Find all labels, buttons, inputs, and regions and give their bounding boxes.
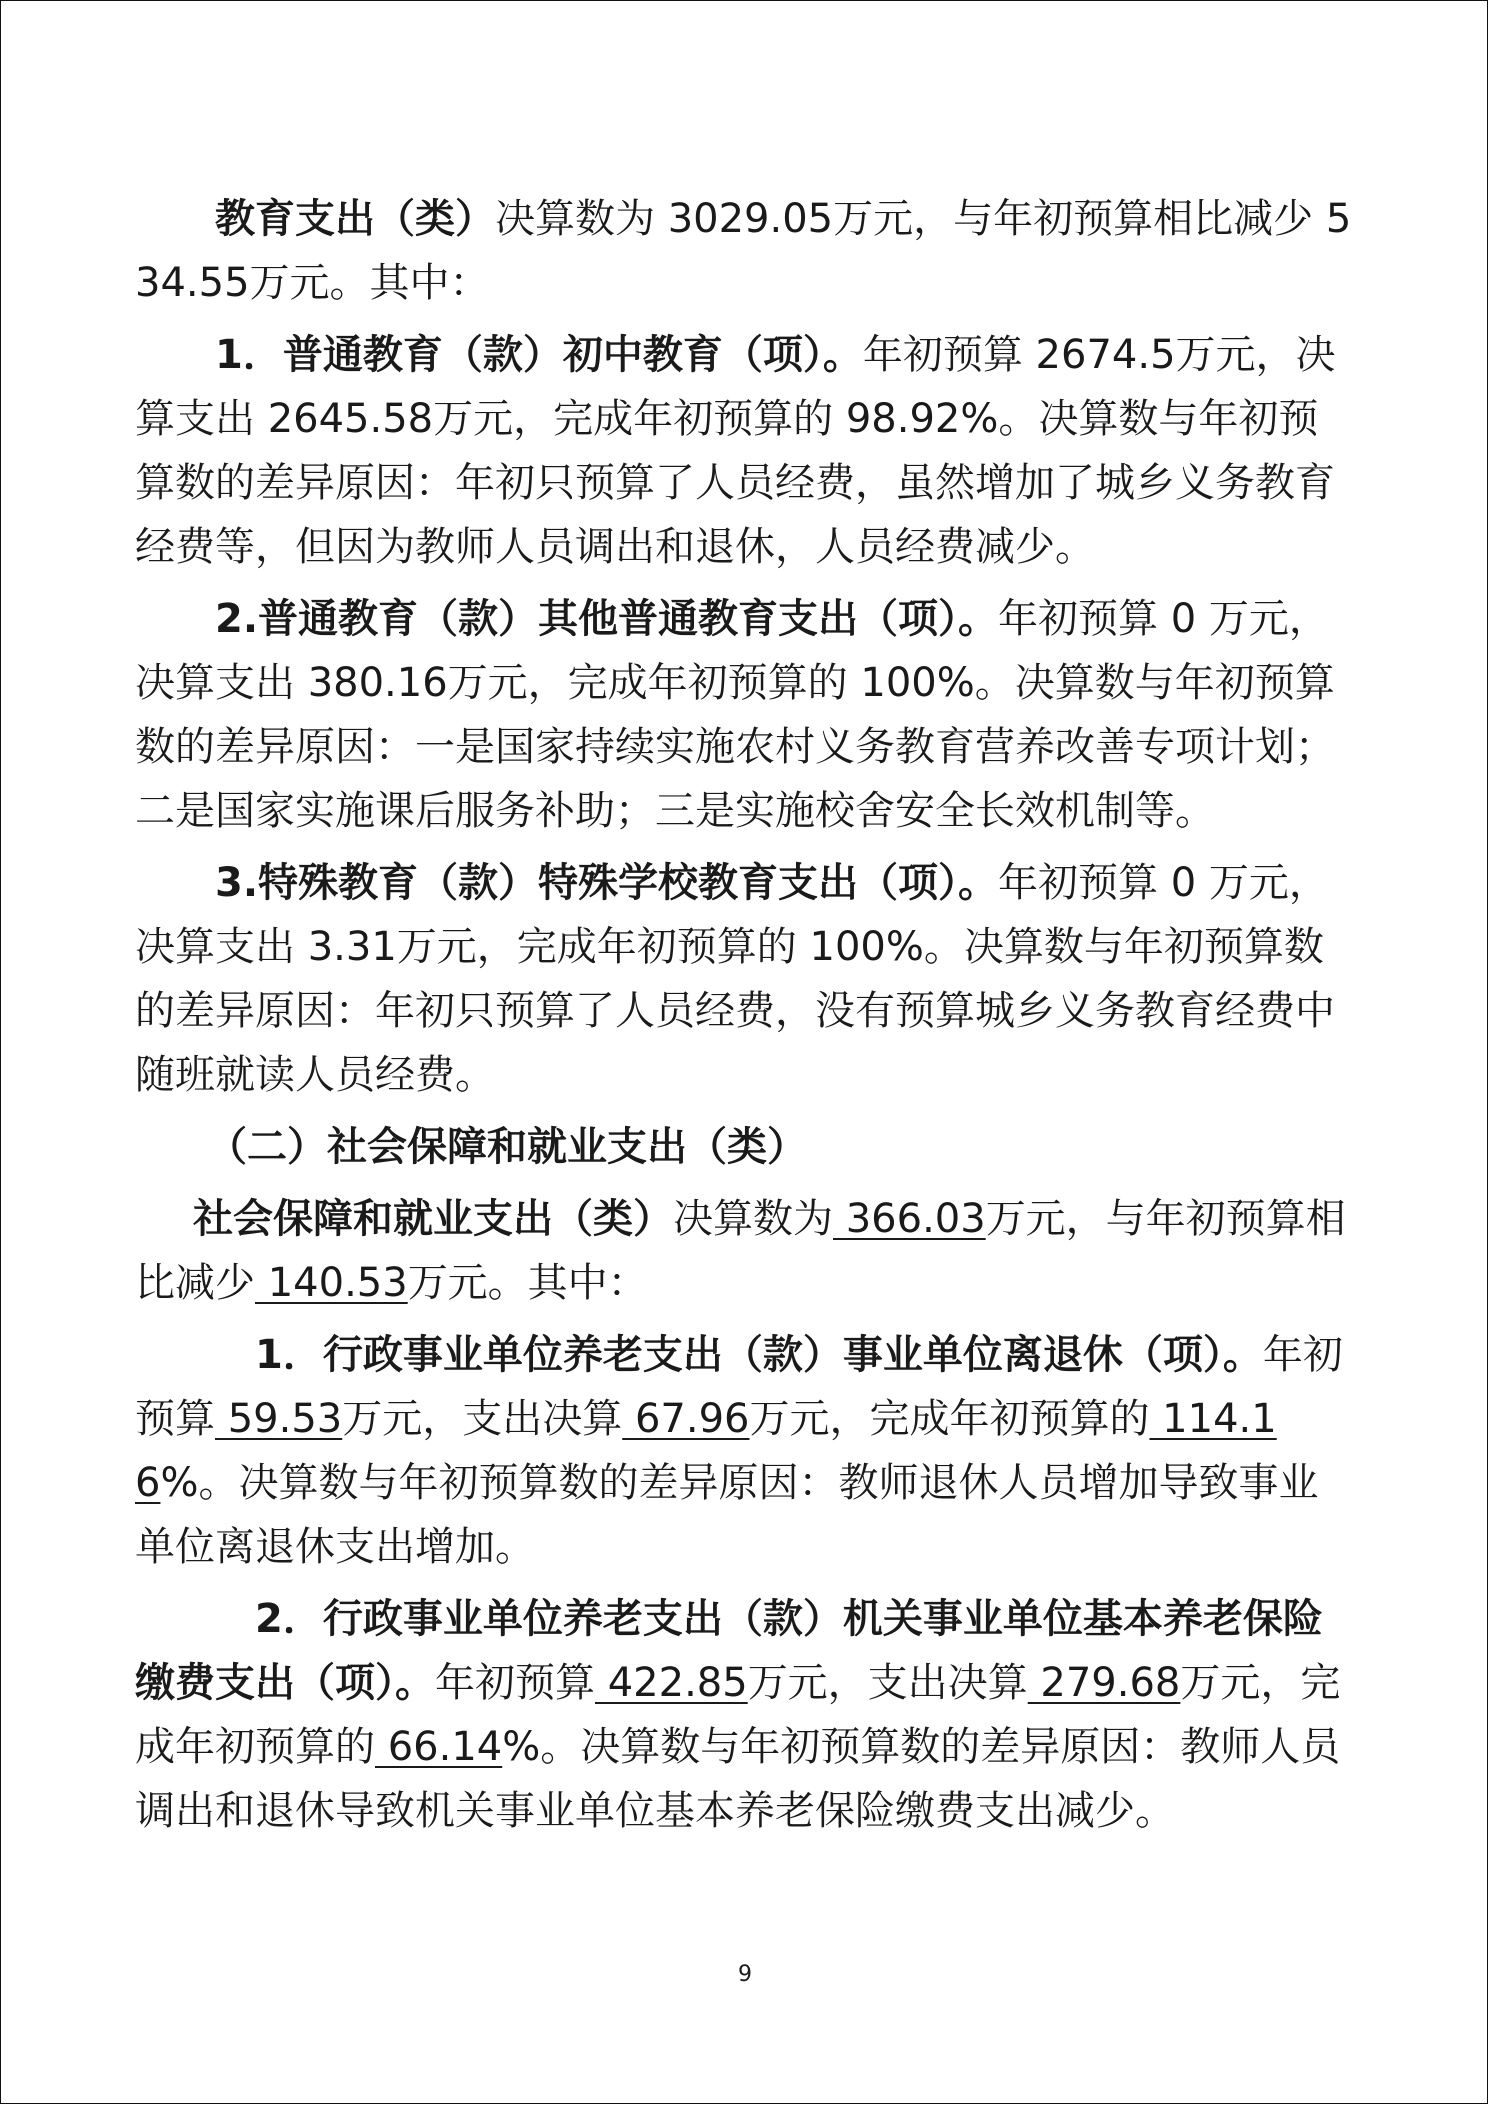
item-title: 3.特殊教育（款）特殊学校教育支出（项）。 bbox=[215, 860, 999, 906]
underlined-value: 366.03 bbox=[833, 1196, 986, 1242]
education-summary-paragraph bbox=[135, 187, 1355, 315]
item-retirement-institutions bbox=[135, 1323, 1355, 1579]
social-security-category-label: 社会保障和就业支出（类） bbox=[193, 1196, 673, 1242]
item-other-general-education bbox=[135, 587, 1355, 843]
section-heading-social-security: （二）社会保障和就业支出（类） bbox=[207, 1124, 807, 1170]
item-text: 万元，完成年初预算的 bbox=[749, 1396, 1150, 1442]
underlined-value: 422.85 bbox=[595, 1660, 748, 1706]
underlined-value: 114.16 bbox=[135, 1396, 1277, 1506]
education-summary-text: 决算数为 3029.05万元，与年初预算相比减少 534.55万元。其中： bbox=[135, 196, 1352, 306]
item-text: 万元，支出决算 bbox=[747, 1660, 1028, 1706]
item-text: %。决算数与年初预算数的差异原因：教师人员调出和退休导致机关事业单位基本养老保险缴费支出减少。 bbox=[135, 1724, 1341, 1834]
page-number: 9 bbox=[738, 1962, 752, 1987]
item-title: 2．行政事业单位养老支出（款）机关事业单位基本养老保险缴费支出（项）。 bbox=[135, 1596, 1323, 1706]
item-special-education bbox=[135, 851, 1355, 1107]
item-text: 年初预算 2674.5万元，决算支出 2645.58万元，完成年初预算的 98.92%。决算数与年初预算数的差异原因：年初只预算了人员经费，虽然增加了城乡义务教育经费等，但因为教师人员调出和退休，人员经费减少。 bbox=[135, 332, 1336, 570]
item-text: 年初预算 0 万元，决算支出 3.31万元，完成年初预算的 100%。决算数与年初预算数的差异原因：年初只预算了人员经费，没有预算城乡义务教育经费中随班就读人员经费。 bbox=[135, 860, 1335, 1098]
underlined-value: 59.53 bbox=[215, 1396, 343, 1442]
underlined-value: 279.68 bbox=[1027, 1660, 1181, 1706]
item-text: 年初预算 0 万元，决算支出 380.16万元，完成年初预算的 100%。决算数与年初预算数的差异原因：一是国家持续实施农村义务教育营养改善专项计划；二是国家实施课后服务补助；三是实施校舍安全长效机制等。 bbox=[135, 596, 1335, 834]
item-junior-middle-education bbox=[135, 323, 1355, 579]
education-category-label: 教育支出（类） bbox=[215, 196, 495, 242]
item-pension-insurance-contributions bbox=[135, 1587, 1355, 1843]
underlined-value: 140.53 bbox=[255, 1260, 408, 1306]
item-text: 年初预算 bbox=[435, 1660, 595, 1706]
item-text: 万元，完成年初预算的 bbox=[135, 1660, 1341, 1770]
underlined-value: 66.14 bbox=[375, 1724, 503, 1770]
summary-text: 万元，与年初预算相比减少 bbox=[135, 1196, 1346, 1306]
underlined-value: 67.96 bbox=[622, 1396, 750, 1442]
item-text: 万元，支出决算 bbox=[342, 1396, 623, 1442]
item-title: 1．普通教育（款）初中教育（项）。 bbox=[215, 332, 863, 378]
document-body bbox=[135, 187, 1355, 1851]
item-text: 年初预算 bbox=[135, 1332, 1343, 1442]
summary-text: 万元。其中： bbox=[407, 1260, 648, 1306]
item-title: 1．行政事业单位养老支出（款）事业单位离退休（项）。 bbox=[255, 1332, 1263, 1378]
item-text: %。决算数与年初预算数的差异原因：教师退休人员增加导致事业单位离退休支出增加。 bbox=[135, 1460, 1319, 1570]
summary-text: 决算数为 bbox=[673, 1196, 833, 1242]
item-title: 2.普通教育（款）其他普通教育支出（项）。 bbox=[215, 596, 999, 642]
social-security-summary-paragraph bbox=[135, 1187, 1355, 1315]
